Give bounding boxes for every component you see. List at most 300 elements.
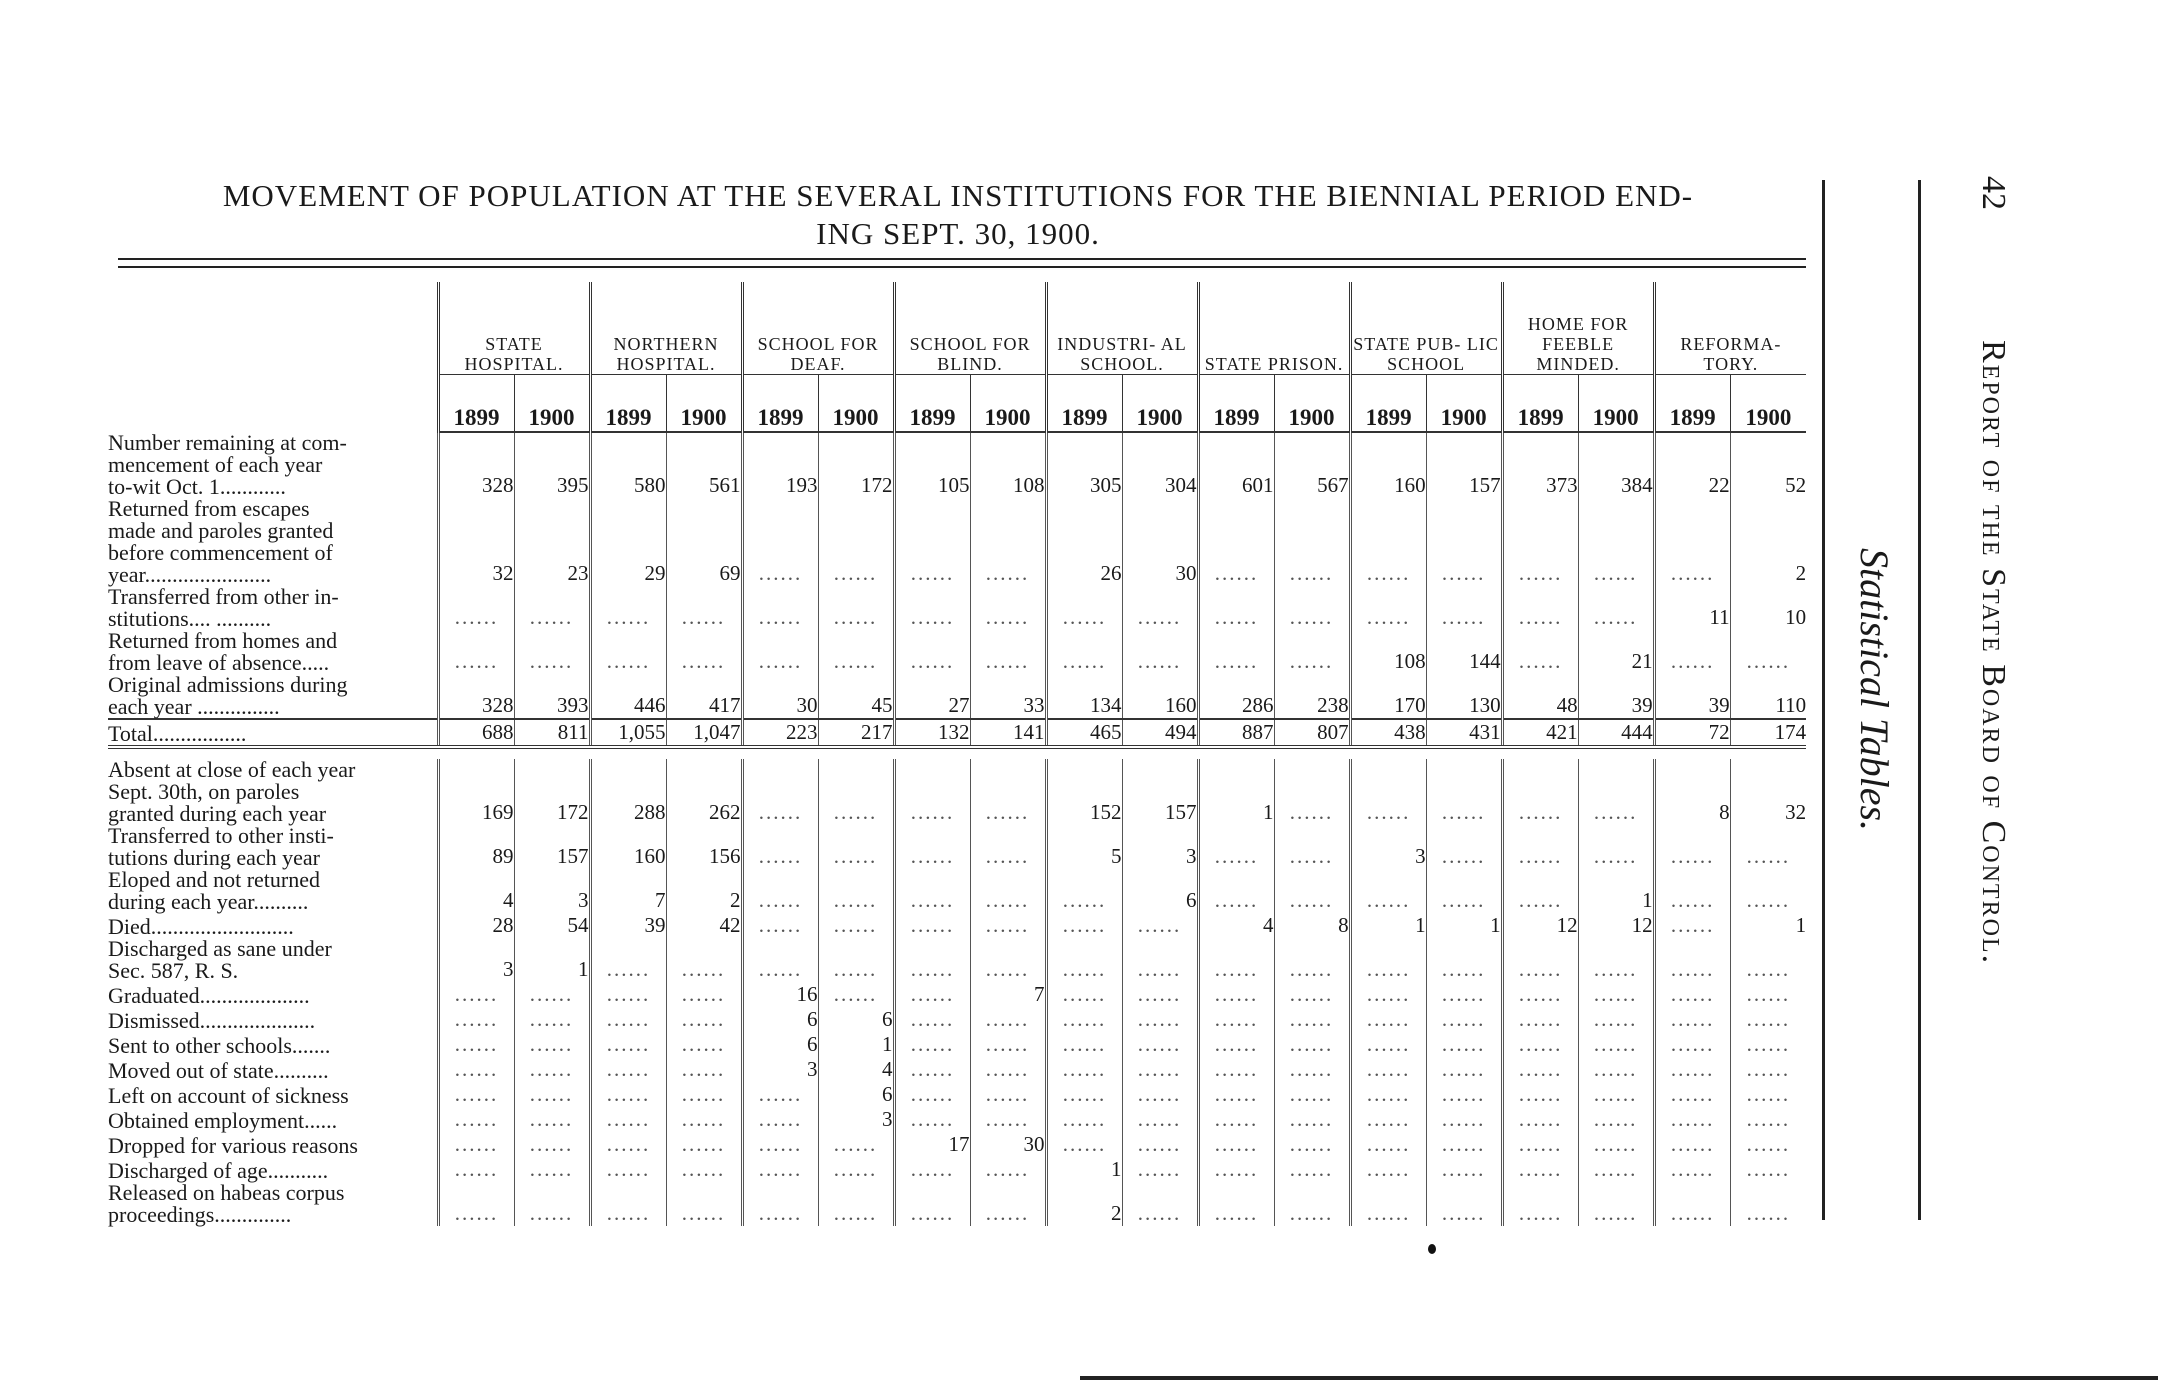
leader-dots: ......	[514, 1007, 590, 1032]
leader-dots: ......	[514, 1182, 590, 1226]
table-cell: 12	[1578, 913, 1654, 938]
leader-dots: ......	[1730, 982, 1806, 1007]
leader-dots: ......	[1578, 982, 1654, 1007]
table-cell: 393	[514, 674, 590, 719]
table-cell: 69	[666, 498, 742, 586]
leader-dots: ......	[894, 759, 970, 825]
leader-dots: ......	[438, 630, 514, 674]
leader-dots: ......	[970, 1157, 1046, 1182]
leader-dots: ......	[514, 1132, 590, 1157]
header-blank-cell	[108, 282, 438, 375]
leader-dots: ......	[1274, 982, 1350, 1007]
leader-dots: ......	[1654, 1057, 1730, 1082]
leader-dots: ......	[666, 630, 742, 674]
leader-dots: ......	[1502, 498, 1578, 586]
leader-dots: ......	[1730, 630, 1806, 674]
leader-dots: ......	[514, 1032, 590, 1057]
leader-dots: ......	[438, 586, 514, 630]
year-header: 1899	[590, 375, 666, 433]
leader-dots: ......	[590, 1132, 666, 1157]
top-rule-double	[118, 266, 1806, 268]
table-cell: 2	[1046, 1182, 1122, 1226]
leader-dots: ......	[1730, 1082, 1806, 1107]
leader-dots: ......	[742, 630, 818, 674]
table-row	[108, 432, 1806, 498]
leader-dots: ......	[818, 938, 894, 982]
table-cell: 169	[438, 759, 514, 825]
table-cell: 141	[970, 719, 1046, 747]
leader-dots: ......	[1198, 869, 1274, 913]
ink-speck	[1428, 1244, 1436, 1254]
leader-dots: ......	[894, 1082, 970, 1107]
leader-dots: ......	[590, 1032, 666, 1057]
row-label: Released on habeas corpus proceedings..............	[108, 1180, 345, 1227]
leader-dots: ......	[666, 982, 742, 1007]
table-cell: 446	[590, 674, 666, 719]
leader-dots: ......	[1274, 630, 1350, 674]
table-row	[108, 1082, 1806, 1107]
table-cell: 4	[1198, 913, 1274, 938]
leader-dots: ......	[1730, 1107, 1806, 1132]
table-cell: 2	[1730, 498, 1806, 586]
row-label: Returned from escapes made and paroles granted before commencement of year.......................	[108, 496, 334, 587]
table-cell: 27	[894, 674, 970, 719]
table-cell: 601	[1198, 432, 1274, 498]
leader-dots: ......	[818, 498, 894, 586]
leader-dots: ......	[1198, 630, 1274, 674]
leader-dots: ......	[1654, 913, 1730, 938]
leader-dots: ......	[590, 1107, 666, 1132]
table-cell: 5	[1046, 825, 1122, 869]
leader-dots: ......	[1578, 1032, 1654, 1057]
table-cell: 384	[1578, 432, 1654, 498]
leader-dots: ......	[590, 1082, 666, 1107]
leader-dots: ......	[742, 913, 818, 938]
institution-header: SCHOOL FOR DEAF.	[742, 282, 894, 375]
row-label: Discharged of age...........	[108, 1158, 329, 1183]
table-row	[108, 869, 1806, 913]
leader-dots: ......	[818, 1157, 894, 1182]
leader-dots: ......	[970, 586, 1046, 630]
year-header: 1899	[1654, 375, 1730, 433]
leader-dots: ......	[1274, 759, 1350, 825]
year-header: 1899	[1350, 375, 1426, 433]
table-cell: 1	[1198, 759, 1274, 825]
leader-dots: ......	[1426, 869, 1502, 913]
table-cell: 42	[666, 913, 742, 938]
row-label: Obtained employment......	[108, 1108, 338, 1133]
leader-dots: ......	[590, 982, 666, 1007]
leader-dots: ......	[1274, 825, 1350, 869]
table-cell: 8	[1274, 913, 1350, 938]
table-row	[108, 1157, 1806, 1182]
table-cell: 811	[514, 719, 590, 747]
row-label: Sent to other schools.......	[108, 1033, 331, 1058]
institution-header: REFORMA- TORY.	[1654, 282, 1806, 375]
leader-dots: ......	[894, 1032, 970, 1057]
leader-dots: ......	[1198, 982, 1274, 1007]
table-cell: 7	[970, 982, 1046, 1007]
leader-dots: ......	[894, 630, 970, 674]
table-cell: 32	[1730, 759, 1806, 825]
leader-dots: ......	[1730, 1032, 1806, 1057]
leader-dots: ......	[742, 938, 818, 982]
table-cell: 172	[818, 432, 894, 498]
leader-dots: ......	[1654, 1157, 1730, 1182]
table-row	[108, 674, 1806, 719]
table-cell: 152	[1046, 759, 1122, 825]
table-row	[108, 586, 1806, 630]
table-cell: 16	[742, 982, 818, 1007]
leader-dots: ......	[818, 869, 894, 913]
leader-dots: ......	[970, 630, 1046, 674]
leader-dots: ......	[1274, 1007, 1350, 1032]
leader-dots: ......	[590, 938, 666, 982]
leader-dots: ......	[1198, 1157, 1274, 1182]
table-row	[108, 1007, 1806, 1032]
leader-dots: ......	[514, 982, 590, 1007]
total-row	[108, 719, 1806, 747]
table-cell: 29	[590, 498, 666, 586]
running-head: Report of the State Board of Control.	[1975, 340, 2012, 966]
leader-dots: ......	[1502, 1057, 1578, 1082]
leader-dots: ......	[1502, 586, 1578, 630]
leader-dots: ......	[1654, 869, 1730, 913]
leader-dots: ......	[1198, 1082, 1274, 1107]
table-cell: 223	[742, 719, 818, 747]
table-cell: 1	[1578, 869, 1654, 913]
leader-dots: ......	[590, 1182, 666, 1226]
table-cell: 4	[438, 869, 514, 913]
leader-dots: ......	[1122, 938, 1198, 982]
leader-dots: ......	[1198, 1057, 1274, 1082]
leader-dots: ......	[970, 913, 1046, 938]
leader-dots: ......	[438, 1182, 514, 1226]
table-cell: 132	[894, 719, 970, 747]
table-cell: 3	[514, 869, 590, 913]
leader-dots: ......	[1502, 1032, 1578, 1057]
table-cell: 3	[818, 1107, 894, 1132]
year-header: 1899	[894, 375, 970, 433]
row-label: Eloped and not returned during each year..........	[108, 867, 320, 914]
leader-dots: ......	[1654, 498, 1730, 586]
leader-dots: ......	[666, 1057, 742, 1082]
leader-dots: ......	[894, 1182, 970, 1226]
leader-dots: ......	[1122, 1057, 1198, 1082]
table-cell: 8	[1654, 759, 1730, 825]
leader-dots: ......	[1426, 1032, 1502, 1057]
table-cell: 156	[666, 825, 742, 869]
leader-dots: ......	[1122, 1032, 1198, 1057]
leader-dots: ......	[1274, 586, 1350, 630]
institution-header: HOME FOR FEEBLE MINDED.	[1502, 282, 1654, 375]
leader-dots: ......	[666, 938, 742, 982]
leader-dots: ......	[1426, 1057, 1502, 1082]
leader-dots: ......	[1198, 1182, 1274, 1226]
year-header: 1900	[666, 375, 742, 433]
leader-dots: ......	[1198, 1007, 1274, 1032]
leader-dots: ......	[1198, 938, 1274, 982]
leader-dots: ......	[1350, 1082, 1426, 1107]
row-label: Transferred to other insti- tutions during each year	[108, 823, 334, 870]
table-cell: 130	[1426, 674, 1502, 719]
row-label: Absent at close of each year Sept. 30th, on paroles granted during each year	[108, 757, 356, 826]
table-cell: 688	[438, 719, 514, 747]
table-cell: 23	[514, 498, 590, 586]
table-cell: 134	[1046, 674, 1122, 719]
leader-dots: ......	[1198, 1132, 1274, 1157]
leader-dots: ......	[438, 1157, 514, 1182]
leader-dots: ......	[666, 586, 742, 630]
table-cell: 217	[818, 719, 894, 747]
table-row	[108, 1032, 1806, 1057]
leader-dots: ......	[894, 586, 970, 630]
table-cell: 39	[1578, 674, 1654, 719]
table-cell: 1	[1046, 1157, 1122, 1182]
leader-dots: ......	[1046, 1132, 1122, 1157]
leader-dots: ......	[1274, 498, 1350, 586]
row-label: Moved out of state..........	[108, 1058, 329, 1083]
leader-dots: ......	[1274, 1107, 1350, 1132]
leader-dots: ......	[1350, 869, 1426, 913]
leader-dots: ......	[1426, 825, 1502, 869]
row-label: Dismissed.....................	[108, 1008, 316, 1033]
leader-dots: ......	[666, 1082, 742, 1107]
leader-dots: ......	[1502, 1082, 1578, 1107]
leader-dots: ......	[1122, 913, 1198, 938]
leader-dots: ......	[1426, 1007, 1502, 1032]
table-cell: 170	[1350, 674, 1426, 719]
leader-dots: ......	[1654, 630, 1730, 674]
leader-dots: ......	[894, 1107, 970, 1132]
table-cell: 108	[970, 432, 1046, 498]
leader-dots: ......	[894, 869, 970, 913]
table-cell: 887	[1198, 719, 1274, 747]
leader-dots: ......	[1654, 1132, 1730, 1157]
leader-dots: ......	[1654, 1107, 1730, 1132]
leader-dots: ......	[514, 1107, 590, 1132]
leader-dots: ......	[514, 1082, 590, 1107]
row-label: Died..........................	[108, 914, 294, 939]
year-header: 1900	[514, 375, 590, 433]
leader-dots: ......	[1578, 759, 1654, 825]
leader-dots: ......	[1578, 1007, 1654, 1032]
row-label: Original admissions during each year ...............	[108, 672, 348, 719]
table-row	[108, 630, 1806, 674]
table-row	[108, 938, 1806, 982]
table-cell: 6	[818, 1007, 894, 1032]
table-cell: 10	[1730, 586, 1806, 630]
leader-dots: ......	[818, 759, 894, 825]
leader-dots: ......	[666, 1032, 742, 1057]
table-cell: 160	[1350, 432, 1426, 498]
leader-dots: ......	[1122, 586, 1198, 630]
leader-dots: ......	[894, 913, 970, 938]
leader-dots: ......	[1274, 1057, 1350, 1082]
leader-dots: ......	[1122, 1182, 1198, 1226]
leader-dots: ......	[1730, 825, 1806, 869]
population-table	[108, 282, 1806, 1226]
table-cell: 157	[1122, 759, 1198, 825]
table-cell: 288	[590, 759, 666, 825]
leader-dots: ......	[1350, 586, 1426, 630]
leader-dots: ......	[1122, 1132, 1198, 1157]
leader-dots: ......	[1730, 1157, 1806, 1182]
leader-dots: ......	[1654, 1182, 1730, 1226]
leader-dots: ......	[818, 825, 894, 869]
leader-dots: ......	[1274, 1157, 1350, 1182]
leader-dots: ......	[1198, 1032, 1274, 1057]
leader-dots: ......	[1654, 825, 1730, 869]
table-row	[108, 759, 1806, 825]
right-margin-rule	[1822, 180, 1825, 1220]
scan-edge	[1080, 1376, 2158, 1380]
year-header: 1899	[1198, 375, 1274, 433]
table-cell: 174	[1730, 719, 1806, 747]
leader-dots: ......	[1046, 869, 1122, 913]
table-cell: 1	[1730, 913, 1806, 938]
table-cell: 105	[894, 432, 970, 498]
leader-dots: ......	[1730, 1132, 1806, 1157]
table-cell: 1	[1350, 913, 1426, 938]
table-cell: 144	[1426, 630, 1502, 674]
leader-dots: ......	[1730, 1182, 1806, 1226]
table-cell: 3	[438, 938, 514, 982]
table-cell: 3	[742, 1057, 818, 1082]
table-cell: 373	[1502, 432, 1578, 498]
leader-dots: ......	[1274, 1182, 1350, 1226]
year-header: 1900	[970, 375, 1046, 433]
table-row	[108, 825, 1806, 869]
leader-dots: ......	[1578, 938, 1654, 982]
row-label: Transferred from other in- stitutions.... ..........	[108, 584, 339, 631]
leader-dots: ......	[970, 1082, 1046, 1107]
table-cell: 11	[1654, 586, 1730, 630]
table-cell: 30	[970, 1132, 1046, 1157]
leader-dots: ......	[970, 498, 1046, 586]
leader-dots: ......	[1426, 586, 1502, 630]
spacer-row	[108, 747, 1806, 759]
leader-dots: ......	[1730, 869, 1806, 913]
leader-dots: ......	[1730, 1007, 1806, 1032]
leader-dots: ......	[1426, 498, 1502, 586]
table-cell: 21	[1578, 630, 1654, 674]
leader-dots: ......	[1350, 498, 1426, 586]
leader-dots: ......	[1578, 1182, 1654, 1226]
table-cell: 160	[1122, 674, 1198, 719]
table-cell: 52	[1730, 432, 1806, 498]
row-label: Total.................	[108, 719, 438, 747]
leader-dots: ......	[818, 630, 894, 674]
table-row	[108, 982, 1806, 1007]
leader-dots: ......	[1578, 825, 1654, 869]
leader-dots: ......	[742, 1082, 818, 1107]
leader-dots: ......	[742, 1107, 818, 1132]
leader-dots: ......	[1502, 825, 1578, 869]
leader-dots: ......	[1122, 982, 1198, 1007]
leader-dots: ......	[1654, 1007, 1730, 1032]
leader-dots: ......	[1046, 586, 1122, 630]
leader-dots: ......	[818, 1182, 894, 1226]
leader-dots: ......	[1578, 1132, 1654, 1157]
leader-dots: ......	[438, 1107, 514, 1132]
table-cell: 39	[590, 913, 666, 938]
leader-dots: ......	[1502, 869, 1578, 913]
leader-dots: ......	[970, 759, 1046, 825]
leader-dots: ......	[894, 1157, 970, 1182]
leader-dots: ......	[1578, 498, 1654, 586]
table-cell: 30	[1122, 498, 1198, 586]
leader-dots: ......	[1198, 498, 1274, 586]
table-cell: 567	[1274, 432, 1350, 498]
row-label: Dropped for various reasons	[108, 1133, 358, 1158]
row-label: Graduated....................	[108, 983, 310, 1008]
leader-dots: ......	[1350, 1057, 1426, 1082]
table-cell: 286	[1198, 674, 1274, 719]
table-cell: 72	[1654, 719, 1730, 747]
institution-header: INDUSTRI- AL SCHOOL.	[1046, 282, 1198, 375]
leader-dots: ......	[1426, 1182, 1502, 1226]
leader-dots: ......	[1578, 1107, 1654, 1132]
leader-dots: ......	[1350, 1132, 1426, 1157]
leader-dots: ......	[1350, 1107, 1426, 1132]
leader-dots: ......	[1046, 1082, 1122, 1107]
leader-dots: ......	[666, 1182, 742, 1226]
table-cell: 328	[438, 674, 514, 719]
leader-dots: ......	[818, 913, 894, 938]
leader-dots: ......	[1502, 630, 1578, 674]
leader-dots: ......	[666, 1107, 742, 1132]
leader-dots: ......	[1502, 759, 1578, 825]
leader-dots: ......	[742, 1157, 818, 1182]
leader-dots: ......	[742, 498, 818, 586]
leader-dots: ......	[1578, 1157, 1654, 1182]
table-cell: 807	[1274, 719, 1350, 747]
table-cell: 438	[1350, 719, 1426, 747]
institution-header: NORTHERN HOSPITAL.	[590, 282, 742, 375]
table-cell: 160	[590, 825, 666, 869]
leader-dots: ......	[1350, 982, 1426, 1007]
year-header: 1900	[1730, 375, 1806, 433]
table-cell: 304	[1122, 432, 1198, 498]
leader-dots: ......	[1198, 1107, 1274, 1132]
leader-dots: ......	[970, 869, 1046, 913]
leader-dots: ......	[1046, 938, 1122, 982]
leader-dots: ......	[1730, 1057, 1806, 1082]
leader-dots: ......	[438, 1007, 514, 1032]
table-cell: 444	[1578, 719, 1654, 747]
table-cell: 3	[1122, 825, 1198, 869]
leader-dots: ......	[1274, 938, 1350, 982]
leader-dots: ......	[894, 825, 970, 869]
leader-dots: ......	[1578, 1082, 1654, 1107]
leader-dots: ......	[1502, 1157, 1578, 1182]
table-cell: 172	[514, 759, 590, 825]
leader-dots: ......	[1502, 1182, 1578, 1226]
leader-dots: ......	[1426, 1132, 1502, 1157]
column-rule	[1918, 180, 1921, 1220]
leader-dots: ......	[1426, 938, 1502, 982]
table-cell: 6	[1122, 869, 1198, 913]
table-cell: 421	[1502, 719, 1578, 747]
leader-dots: ......	[1654, 1082, 1730, 1107]
table-cell: 12	[1502, 913, 1578, 938]
table-cell: 157	[514, 825, 590, 869]
row-label: Left on account of sickness	[108, 1083, 349, 1108]
table-cell: 1,055	[590, 719, 666, 747]
leader-dots: ......	[1274, 869, 1350, 913]
leader-dots: ......	[1274, 1132, 1350, 1157]
